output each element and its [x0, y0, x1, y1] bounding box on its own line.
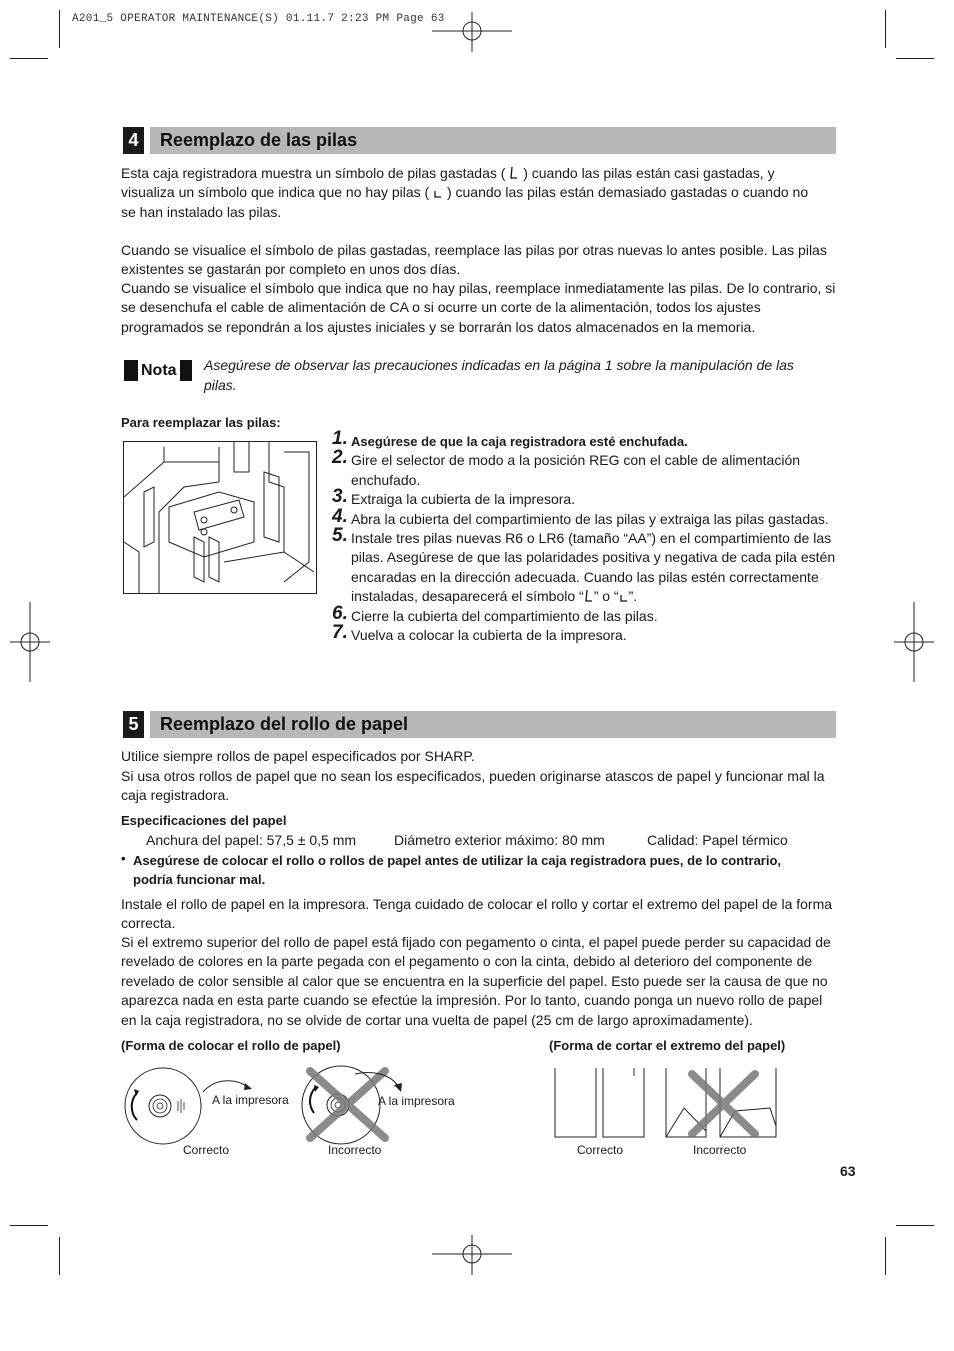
text: Esta caja registradora muestra un símbolo de pilas gastadas (: [121, 165, 506, 181]
text: ”.: [628, 588, 638, 605]
step-text: Cierre la cubierta del compartimiento de las pilas.: [351, 607, 658, 624]
step-4: [332, 505, 837, 529]
text: ) cuando las pilas están demasiado gastadas o cuando no: [446, 184, 809, 201]
step-5: [332, 525, 837, 607]
step-text: Asegúrese de que la caja registradora esté enchufada.: [351, 434, 688, 449]
step-1: [332, 428, 837, 451]
spec-label: Especificaciones del papel: [121, 813, 287, 828]
paragraph: Si usa otros rollos de papel que no sean los especificados, pueden originarse atascos de papel y funcionar mal la caja registradora.: [121, 768, 825, 804]
paragraph: Cuando se visualice el símbolo que indica que no hay pilas, reemplace inmediatamente las pilas. De lo contrario, si se desenchufa el cable de alimentación de CA o si ocurre un corte de la alimentación, todos los ajustes programados se repondrán a los ajustes iniciales y se borrarán los datos almacenados en la memoria.: [121, 280, 836, 335]
crop-mark: [896, 58, 934, 59]
low-battery-symbol-icon: [509, 166, 519, 180]
text: visualiza un símbolo que indica que no hay pilas (: [121, 184, 430, 201]
no-battery-symbol-icon: [433, 185, 443, 199]
incorrect-label: Incorrecto: [693, 1143, 747, 1157]
text: ” o “: [593, 588, 619, 605]
step-number: 2.: [332, 447, 348, 469]
incorrect-label: Incorrecto: [328, 1143, 382, 1157]
spec-quality: Calidad: Papel térmico: [647, 832, 788, 848]
crop-mark: [10, 58, 48, 59]
battery-compartment-drawing: [124, 442, 316, 593]
figure-label-cut: (Forma de cortar el extremo del papel): [549, 1038, 786, 1053]
spec-diameter: Diámetro exterior máximo: 80 mm: [394, 832, 605, 848]
step-6: [332, 602, 837, 626]
section-number: 5: [123, 711, 144, 738]
paragraph: Instale el rollo de papel en la impresora. Tenga cuidado de colocar el rollo y cortar el extremo del papel de la forma correcta.: [121, 896, 833, 932]
bullet: •: [121, 851, 126, 866]
text: se han instalado las pilas.: [121, 203, 282, 220]
section-4-header: [123, 127, 836, 154]
correct-label: Correcto: [577, 1143, 624, 1157]
step-7: [332, 622, 837, 645]
paragraph: Utilice siempre rollos de papel especificados por SHARP.: [121, 748, 475, 764]
nota-label: Nota: [138, 360, 180, 381]
battery-compartment-illustration: [123, 441, 317, 594]
paper-cut-correct-illustration: [548, 1066, 653, 1141]
no-battery-symbol-icon: [619, 589, 629, 603]
feed-arrow-icon: [352, 1068, 407, 1094]
step-text: Instale tres pilas nuevas R6 o LR6 (tamaño “AA”) en el compartimiento de las pilas. Asegúrese de que las polaridades positiva y negativa de cada pila estén encaradas en la dirección adecuada. Cuando las pilas estén correctamente instaladas, desaparecerá el símbolo “: [351, 530, 836, 605]
crop-mark: [885, 10, 886, 48]
step-text: Extraiga la cubierta de la impresora.: [351, 491, 576, 508]
step-number: 1.: [332, 428, 348, 449]
nota-badge: [124, 360, 192, 381]
section-number: 4: [123, 127, 144, 154]
crop-mark: [885, 1237, 886, 1275]
paper-cut-incorrect-illustration: [660, 1066, 785, 1141]
low-battery-symbol-icon: [584, 589, 594, 603]
replace-battery-steps: [332, 428, 837, 645]
step-number: 7.: [332, 622, 348, 644]
step-text: Abra la cubierta del compartimiento de las pilas y extraiga las pilas gastadas.: [351, 510, 829, 527]
step-number: 4.: [332, 505, 348, 527]
registration-mark-right: [894, 602, 934, 682]
registration-mark-bottom: [432, 1235, 512, 1275]
step-text: Vuelva a colocar la cubierta de la impresora.: [351, 627, 627, 644]
page-number: 63: [840, 1163, 856, 1179]
step-3: [332, 486, 837, 509]
crop-mark: [10, 1225, 48, 1226]
registration-mark-left: [10, 602, 50, 682]
nota-text: Asegúrese de observar las precauciones indicadas en la página 1 sobre la manipulación de las pilas.: [204, 357, 794, 393]
step-number: 5.: [332, 525, 348, 547]
figure-label-roll: (Forma de colocar el rollo de papel): [121, 1038, 341, 1053]
step-text: Gire el selector de modo a la posición REG con el cable de alimentación enchufado.: [351, 452, 801, 488]
step-number: 6.: [332, 602, 348, 624]
paper-roll-correct-illustration: [122, 1065, 212, 1145]
warning-text: Asegúrese de colocar el rollo o rollos de papel antes de utilizar la caja registradora pues, de lo contrario, podría funcionar mal.: [133, 853, 782, 888]
replace-label: Para reemplazar las pilas:: [121, 415, 281, 430]
step-number: 3.: [332, 486, 348, 508]
section-title: Reemplazo de las pilas: [150, 127, 836, 154]
section-5-header: [123, 711, 836, 738]
paragraph: Si el extremo superior del rollo de papel está fijado con pegamento o cinta, el papel puede perder su capacidad de revelado de colores en la parte pegada con el pegamento o con la cinta, debido al deterioro del componente de revelado de color sensible al calor que se encuentra en la superficie del papel. Esto puede ser la causa de que no aparezca nada en esta parte cuando se efectúe la impresión. Por lo tanto, cuando ponga un nuevo rollo de papel en la caja registradora, no se olvide de cortar una vuelta de papel (25 cm de largo aproximadamente).: [121, 934, 831, 1028]
text: ) cuando las pilas están casi gastadas, y: [523, 165, 775, 181]
print-header: A201_5 OPERATOR MAINTENANCE(S) 01.11.7 2:23 PM Page 63: [72, 13, 445, 25]
paragraph: Cuando se visualice el símbolo de pilas gastadas, reemplace las pilas por otras nuevas lo antes posible. Las pilas existentes se gastarán por completo en unos dos días.: [121, 242, 827, 278]
to-printer-label: A la impresora: [212, 1093, 289, 1107]
crop-mark: [59, 10, 60, 48]
intro-paragraph: [121, 164, 836, 222]
crop-mark: [896, 1225, 934, 1226]
to-printer-label: A la impresora: [378, 1094, 455, 1108]
correct-label: Correcto: [183, 1143, 230, 1157]
crop-mark: [59, 1237, 60, 1275]
feed-arrow-icon: [200, 1075, 255, 1095]
step-2: [332, 447, 837, 490]
spec-width: Anchura del papel: 57,5 ± 0,5 mm: [146, 832, 357, 848]
section-title: Reemplazo del rollo de papel: [150, 711, 836, 738]
